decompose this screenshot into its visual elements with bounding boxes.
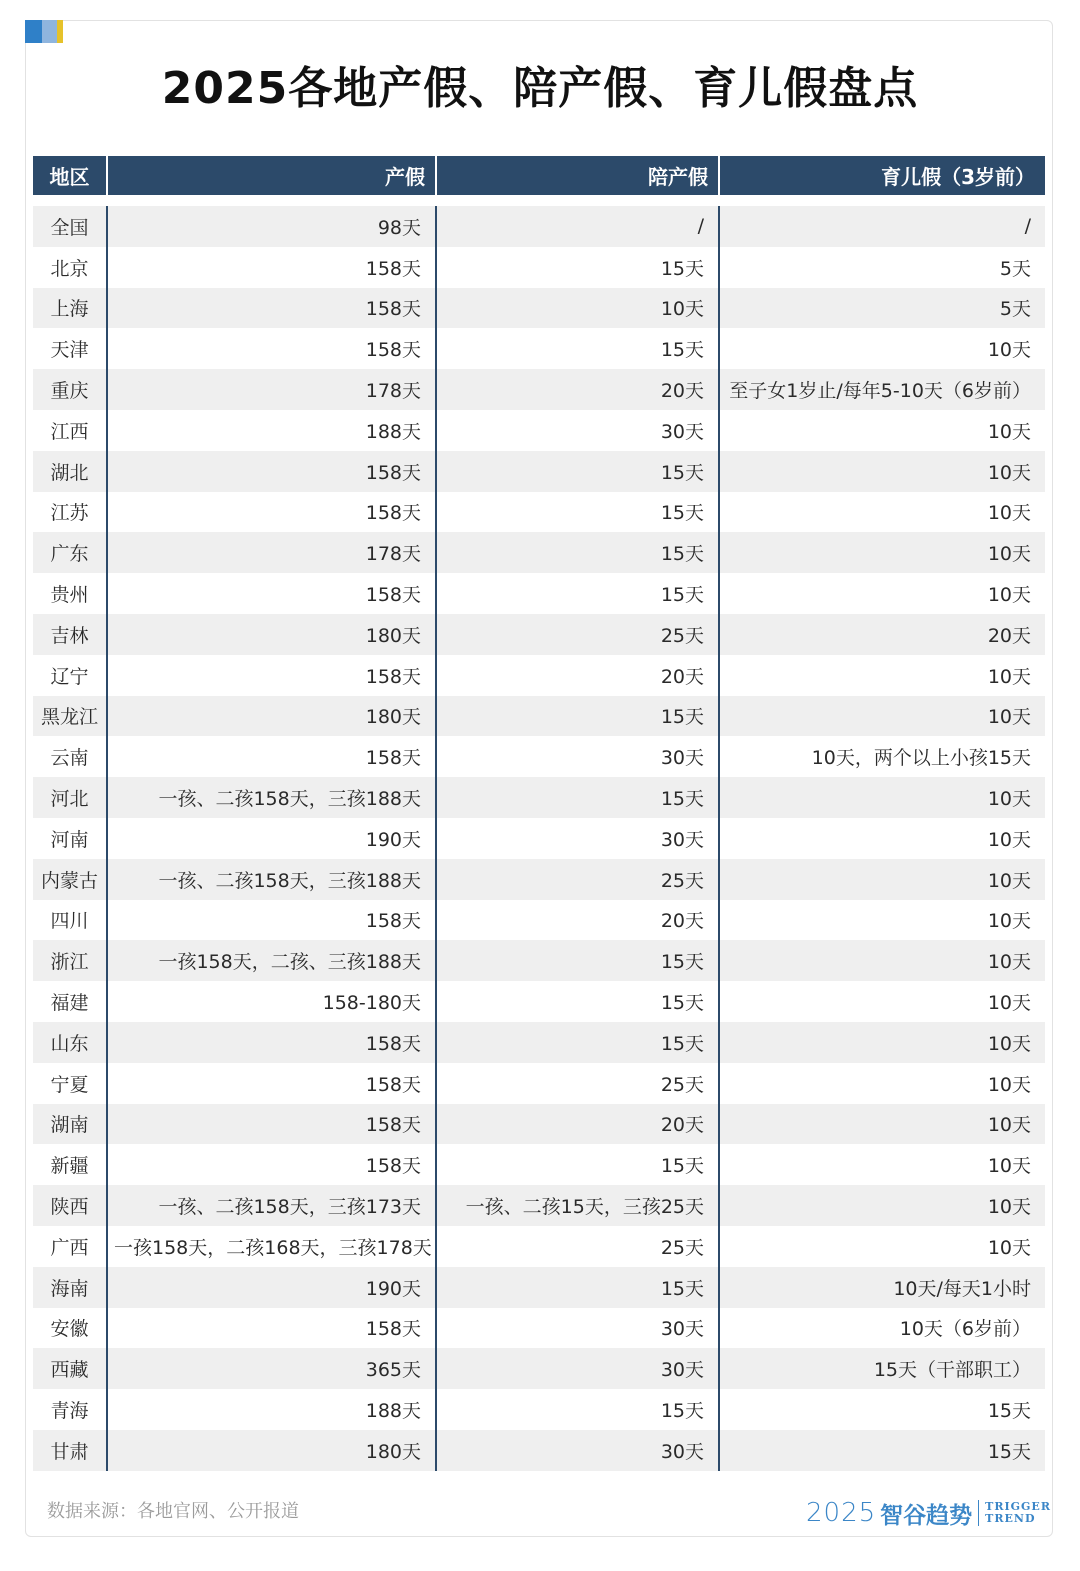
cell-parental-leave: 10天 [718,451,1045,492]
cell-parental-leave: 10天 [718,777,1045,818]
table-row [33,328,1045,369]
logo-brand: 智谷趋势 [880,1501,973,1529]
cell-region: 内蒙古 [33,859,106,900]
cell-maternity-leave: 180天 [106,1430,435,1471]
table-row [33,451,1045,492]
table-row [33,573,1045,614]
cell-region: 陕西 [33,1185,106,1226]
cell-region: 新疆 [33,1144,106,1185]
cell-maternity-leave: 158天 [106,1022,435,1063]
header-parental-leave: 育儿假（3岁前） [718,156,1045,195]
cell-maternity-leave: 一孩、二孩158天，三孩173天 [106,1185,435,1226]
cell-paternity-leave: 15天 [435,451,718,492]
logo-english [985,1501,1051,1525]
cell-maternity-leave: 190天 [106,818,435,859]
cell-paternity-leave: 15天 [435,1022,718,1063]
cell-parental-leave: 10天/每天1小时 [718,1267,1045,1308]
cell-paternity-leave: 25天 [435,614,718,655]
data-source-note: 数据来源：各地官网、公开报道 [47,1501,299,1522]
table-row [33,655,1045,696]
cell-region: 广东 [33,532,106,573]
cell-paternity-leave: 15天 [435,981,718,1022]
cell-paternity-leave: 15天 [435,573,718,614]
cell-parental-leave: 10天 [718,532,1045,573]
table-row [33,1267,1045,1308]
table-row [33,1430,1045,1471]
table-row [33,940,1045,981]
table-row [33,492,1045,533]
cell-region: 四川 [33,900,106,941]
table-row [33,247,1045,288]
cell-parental-leave: 10天 [718,818,1045,859]
cell-region: 甘肃 [33,1430,106,1471]
corner-accent-icon [25,20,63,43]
brand-logo [806,1496,1051,1530]
cell-region: 浙江 [33,940,106,981]
cell-parental-leave: 10天 [718,492,1045,533]
table-row [33,1144,1045,1185]
cell-paternity-leave: 15天 [435,940,718,981]
cell-paternity-leave: 15天 [435,247,718,288]
table-row [33,736,1045,777]
cell-maternity-leave: 158天 [106,900,435,941]
cell-paternity-leave: 一孩、二孩15天，三孩25天 [435,1185,718,1226]
cell-paternity-leave: 15天 [435,328,718,369]
cell-maternity-leave: 158天 [106,1063,435,1104]
table-row [33,777,1045,818]
cell-paternity-leave: 25天 [435,1226,718,1267]
cell-parental-leave: 10天 [718,573,1045,614]
table-row [33,859,1045,900]
cell-maternity-leave: 178天 [106,532,435,573]
cell-maternity-leave: 158天 [106,573,435,614]
logo-en-line-1: TRIGGER [985,1500,1051,1513]
cell-parental-leave: 15天 [718,1430,1045,1471]
cell-parental-leave: 5天 [718,288,1045,329]
cell-region: 云南 [33,736,106,777]
table-row [33,1022,1045,1063]
cell-maternity-leave: 188天 [106,410,435,451]
cell-paternity-leave: 30天 [435,736,718,777]
cell-parental-leave: 10天，两个以上小孩15天 [718,736,1045,777]
cell-maternity-leave: 一孩、二孩158天，三孩188天 [106,777,435,818]
table-row [33,532,1045,573]
table-row [33,410,1045,451]
cell-paternity-leave: 20天 [435,900,718,941]
cell-parental-leave: 至子女1岁止/每年5-10天（6岁前） [718,369,1045,410]
cell-paternity-leave: 30天 [435,1430,718,1471]
table-row [33,696,1045,737]
cell-region: 全国 [33,206,106,247]
cell-region: 河北 [33,777,106,818]
table-header-row [33,156,1045,195]
cell-parental-leave: 10天 [718,981,1045,1022]
cell-parental-leave: 10天 [718,940,1045,981]
cell-maternity-leave: 365天 [106,1348,435,1389]
table-row [33,818,1045,859]
cell-parental-leave: 15天 [718,1389,1045,1430]
cell-parental-leave: 10天 [718,328,1045,369]
cell-paternity-leave: 15天 [435,532,718,573]
cell-region: 江苏 [33,492,106,533]
table-row [33,1226,1045,1267]
cell-paternity-leave: 15天 [435,696,718,737]
header-paternity-leave: 陪产假 [435,156,718,195]
table-row [33,206,1045,247]
cell-region: 宁夏 [33,1063,106,1104]
table-row [33,1185,1045,1226]
cell-paternity-leave: 20天 [435,655,718,696]
table-row [33,614,1045,655]
cell-parental-leave: 10天 [718,1022,1045,1063]
cell-paternity-leave: 15天 [435,1389,718,1430]
cell-maternity-leave: 158天 [106,655,435,696]
cell-maternity-leave: 158天 [106,492,435,533]
table-row [33,900,1045,941]
cell-paternity-leave: 30天 [435,818,718,859]
cell-parental-leave: 10天 [718,655,1045,696]
cell-maternity-leave: 158-180天 [106,981,435,1022]
cell-maternity-leave: 158天 [106,1308,435,1349]
table-row [33,1308,1045,1349]
cell-parental-leave: 10天 [718,900,1045,941]
cell-parental-leave: 10天 [718,1063,1045,1104]
cell-maternity-leave: 158天 [106,328,435,369]
cell-maternity-leave: 158天 [106,736,435,777]
table-row [33,1389,1045,1430]
cell-parental-leave: 20天 [718,614,1045,655]
cell-region: 吉林 [33,614,106,655]
cell-maternity-leave: 一孩158天，二孩、三孩188天 [106,940,435,981]
cell-parental-leave: 5天 [718,247,1045,288]
cell-maternity-leave: 180天 [106,696,435,737]
cell-maternity-leave: 188天 [106,1389,435,1430]
cell-region: 河南 [33,818,106,859]
cell-region: 湖南 [33,1104,106,1145]
cell-paternity-leave: 30天 [435,1308,718,1349]
cell-paternity-leave: 15天 [435,492,718,533]
logo-divider [978,1500,979,1526]
cell-region: 安徽 [33,1308,106,1349]
cell-paternity-leave: 30天 [435,1348,718,1389]
cell-parental-leave: / [718,206,1045,247]
cell-paternity-leave: 15天 [435,777,718,818]
cell-paternity-leave: 25天 [435,859,718,900]
cell-region: 山东 [33,1022,106,1063]
cell-maternity-leave: 158天 [106,1144,435,1185]
cell-region: 辽宁 [33,655,106,696]
cell-maternity-leave: 178天 [106,369,435,410]
cell-paternity-leave: 30天 [435,410,718,451]
cell-parental-leave: 10天（6岁前） [718,1308,1045,1349]
cell-maternity-leave: 158天 [106,1104,435,1145]
leave-table [33,156,1045,1471]
cell-parental-leave: 10天 [718,410,1045,451]
cell-region: 上海 [33,288,106,329]
cell-maternity-leave: 158天 [106,288,435,329]
cell-maternity-leave: 98天 [106,206,435,247]
cell-region: 湖北 [33,451,106,492]
table-row [33,1063,1045,1104]
logo-year: 2025 [806,1498,877,1528]
table-row [33,981,1045,1022]
page-title: 2025各地产假、陪产假、育儿假盘点 [161,63,919,114]
cell-region: 北京 [33,247,106,288]
logo-en-line-2: TREND [985,1512,1036,1525]
cell-region: 青海 [33,1389,106,1430]
cell-region: 重庆 [33,369,106,410]
cell-parental-leave: 10天 [718,1185,1045,1226]
cell-parental-leave: 10天 [718,1144,1045,1185]
cell-paternity-leave: 20天 [435,369,718,410]
cell-maternity-leave: 158天 [106,451,435,492]
table-row [33,369,1045,410]
cell-maternity-leave: 一孩158天，二孩168天，三孩178天 [106,1226,435,1267]
cell-parental-leave: 10天 [718,1104,1045,1145]
cell-parental-leave: 10天 [718,859,1045,900]
cell-parental-leave: 15天（干部职工） [718,1348,1045,1389]
cell-region: 福建 [33,981,106,1022]
cell-parental-leave: 10天 [718,1226,1045,1267]
cell-paternity-leave: 15天 [435,1267,718,1308]
cell-paternity-leave: 25天 [435,1063,718,1104]
cell-maternity-leave: 180天 [106,614,435,655]
cell-maternity-leave: 一孩、二孩158天，三孩188天 [106,859,435,900]
cell-maternity-leave: 158天 [106,247,435,288]
cell-region: 海南 [33,1267,106,1308]
cell-paternity-leave: / [435,206,718,247]
cell-paternity-leave: 10天 [435,288,718,329]
header-maternity-leave: 产假 [106,156,435,195]
cell-maternity-leave: 190天 [106,1267,435,1308]
table-row [33,288,1045,329]
cell-region: 江西 [33,410,106,451]
cell-parental-leave: 10天 [718,696,1045,737]
table-row [33,1348,1045,1389]
header-region: 地区 [33,156,106,195]
cell-region: 黑龙江 [33,696,106,737]
table-row [33,1104,1045,1145]
cell-paternity-leave: 20天 [435,1104,718,1145]
cell-paternity-leave: 15天 [435,1144,718,1185]
cell-region: 西藏 [33,1348,106,1389]
cell-region: 广西 [33,1226,106,1267]
cell-region: 天津 [33,328,106,369]
cell-region: 贵州 [33,573,106,614]
